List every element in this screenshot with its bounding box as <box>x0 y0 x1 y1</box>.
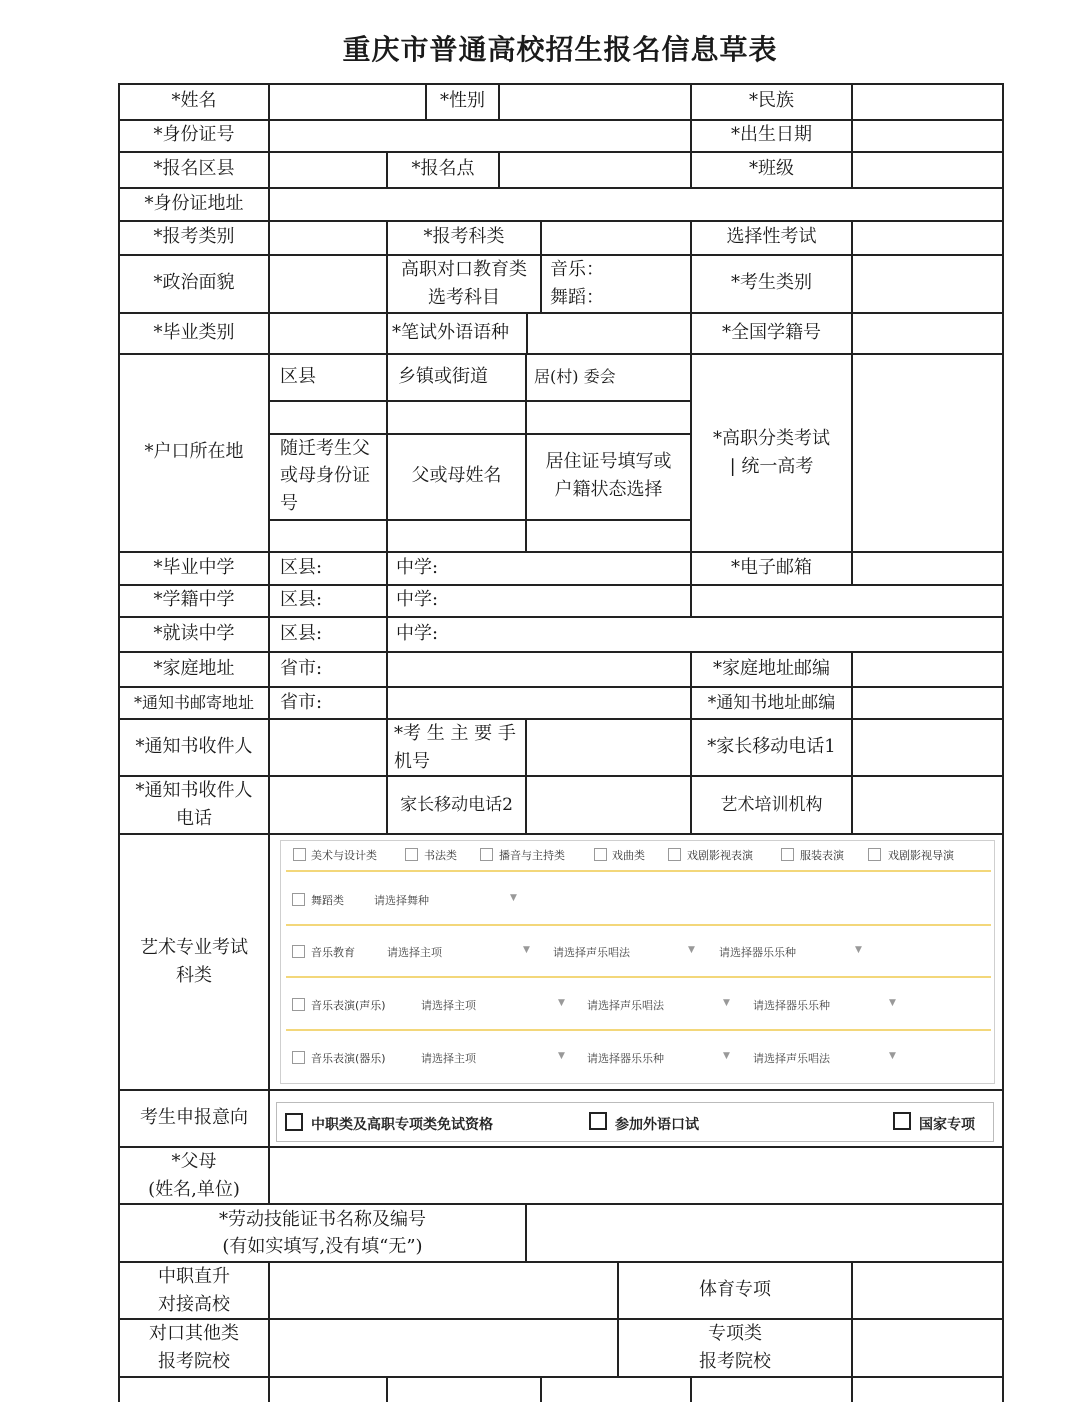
attend-school-label: *就读中学 <box>153 623 235 644</box>
other-label-2: 报考院校 <box>158 1351 230 1372</box>
music-edu-option: 音乐教育 <box>311 946 355 959</box>
vocal-select[interactable]: 请选择声乐唱法 <box>587 999 664 1012</box>
chevron-down-icon[interactable]: ▼ <box>558 998 565 1008</box>
recipient-phone-2: 电话 <box>176 808 212 829</box>
other-label-1: 对口其他类 <box>149 1323 239 1344</box>
exemption-option: 中职类及高职专项类免试资格 <box>311 1117 493 1133</box>
hv-exam-2: | 统一高考 <box>729 456 814 477</box>
foreign-lang-label: *笔试外语语种 <box>392 322 509 343</box>
sports-label: 体育专项 <box>699 1279 771 1300</box>
chevron-down-icon[interactable]: ▼ <box>889 998 896 1008</box>
chevron-down-icon[interactable]: ▼ <box>723 998 730 1008</box>
grad-school-district: 区县: <box>280 557 323 578</box>
dance-select[interactable]: 请选择舞种 <box>374 894 429 907</box>
notice-zip-label: *通知书地址邮编 <box>707 693 836 713</box>
parents-label-1: *父母 <box>171 1151 217 1172</box>
art-training-label: 艺术培训机构 <box>720 795 823 815</box>
optional-exam-label: 选择性考试 <box>726 226 817 247</box>
zz-label-1: 中职直升 <box>158 1266 230 1287</box>
art-checkbox[interactable] <box>594 848 607 861</box>
hukou-village-label: 居(村) 委会 <box>534 367 616 386</box>
art-checkbox[interactable] <box>405 848 418 861</box>
vocational-label-2: 选考科目 <box>428 287 500 308</box>
class-label: *班级 <box>749 158 794 179</box>
art-option: 播音与主持类 <box>499 849 565 862</box>
instrument-select[interactable]: 请选择器乐乐种 <box>587 1052 664 1065</box>
chevron-down-icon[interactable]: ▼ <box>723 1051 730 1061</box>
attend-school-school: 中学: <box>396 623 439 644</box>
art-checkbox[interactable] <box>668 848 681 861</box>
dance-checkbox[interactable] <box>292 893 305 906</box>
art-exam-label-2: 科类 <box>176 965 212 986</box>
gender-label: *性别 <box>440 90 485 111</box>
music-vocal-option: 音乐表演(声乐) <box>311 999 386 1012</box>
home-address-label: *家庭地址 <box>153 658 235 679</box>
art-checkbox[interactable] <box>868 848 881 861</box>
hukou-parent-id-1: 随迁考生父 <box>280 438 370 459</box>
hukou-label: *户口所在地 <box>144 441 244 462</box>
enroll-school-district: 区县: <box>280 589 323 610</box>
main-select[interactable]: 请选择主项 <box>421 1052 476 1065</box>
vocal-select[interactable]: 请选择声乐唱法 <box>553 946 630 959</box>
parent-phone1-label: *家长移动电话1 <box>707 736 836 757</box>
main-phone-2: 机号 <box>394 751 430 772</box>
hukou-parent-id-2: 或母身份证 <box>280 465 370 486</box>
hukou-town-label: 乡镇或街道 <box>398 366 488 387</box>
main-select[interactable]: 请选择主项 <box>387 946 442 959</box>
oral-exam-option: 参加外语口试 <box>615 1117 699 1133</box>
cert-label-1: *劳动技能证书名称及编号 <box>219 1209 426 1230</box>
main-select[interactable]: 请选择主项 <box>421 999 476 1012</box>
chevron-down-icon[interactable]: ▼ <box>889 1051 896 1061</box>
art-option: 戏曲类 <box>612 849 645 862</box>
student-no-label: *全国学籍号 <box>722 322 821 343</box>
political-label: *政治面貌 <box>153 272 235 293</box>
notice-province-city: 省市: <box>280 692 323 713</box>
art-option: 戏剧影视导演 <box>888 849 954 862</box>
chevron-down-icon[interactable]: ▼ <box>688 945 695 955</box>
instrument-select[interactable]: 请选择器乐乐种 <box>753 999 830 1012</box>
hukou-residence-2: 户籍状态选择 <box>554 479 663 500</box>
id-number-label: *身份证号 <box>153 124 235 145</box>
vocal-select[interactable]: 请选择声乐唱法 <box>753 1052 830 1065</box>
zz-label-2: 对接高校 <box>158 1294 230 1315</box>
email-label: *电子邮箱 <box>731 557 812 578</box>
art-checkbox[interactable] <box>293 848 306 861</box>
music-instrument-checkbox[interactable] <box>292 1051 305 1064</box>
music-edu-checkbox[interactable] <box>292 945 305 958</box>
id-address-label: *身份证地址 <box>144 193 244 214</box>
intention-label: 考生申报意向 <box>140 1107 248 1128</box>
grad-school-label: *毕业中学 <box>153 557 235 578</box>
music-vocal-checkbox[interactable] <box>292 998 305 1011</box>
notice-address-label: *通知书邮寄地址 <box>133 693 254 712</box>
art-option: 服装表演 <box>800 849 844 862</box>
main-phone-1: *考 生 主 要 手 <box>394 723 516 744</box>
grad-school-school: 中学: <box>396 557 439 578</box>
national-special-option: 国家专项 <box>919 1117 975 1133</box>
music-label: 音乐： <box>550 259 604 280</box>
dance-option: 舞蹈类 <box>311 894 344 907</box>
candidate-type-label: *考生类别 <box>731 272 812 293</box>
home-province-city: 省市: <box>280 658 323 679</box>
exemption-checkbox[interactable] <box>285 1113 303 1131</box>
hukou-parent-name-label: 父或母姓名 <box>411 465 502 486</box>
enroll-school-label: *学籍中学 <box>153 589 235 610</box>
exam-type-label: *报考类别 <box>153 226 235 247</box>
parent-phone2-label: 家长移动电话2 <box>400 795 513 815</box>
hukou-residence-1: 居住证号填写或 <box>545 451 672 472</box>
hukou-parent-id-3: 号 <box>280 493 298 514</box>
birth-date-label: *出生日期 <box>731 124 812 145</box>
music-instrument-option: 音乐表演(器乐) <box>311 1052 386 1065</box>
recipient-label: *通知书收件人 <box>135 736 253 757</box>
grad-type-label: *毕业类别 <box>153 322 235 343</box>
cert-label-2: (有如实填写,没有填“无”) <box>222 1236 423 1257</box>
chevron-down-icon[interactable]: ▼ <box>558 1051 565 1061</box>
chevron-down-icon[interactable]: ▼ <box>855 945 862 955</box>
hukou-district-label: 区县 <box>280 366 316 387</box>
parents-label-2: (姓名,单位) <box>148 1179 240 1200</box>
special-label-2: 报考院校 <box>699 1351 771 1372</box>
national-special-checkbox[interactable] <box>893 1112 911 1130</box>
attend-school-district: 区县: <box>280 623 323 644</box>
district-label: *报名区县 <box>153 158 235 179</box>
art-panel <box>280 840 995 1084</box>
enroll-school-school: 中学: <box>396 589 439 610</box>
special-label-1: 专项类 <box>708 1323 762 1344</box>
art-option: 戏剧影视表演 <box>687 849 753 862</box>
art-exam-label-1: 艺术专业考试 <box>140 937 248 958</box>
hv-exam-1: *高职分类考试 <box>713 428 830 449</box>
instrument-select[interactable]: 请选择器乐乐种 <box>719 946 796 959</box>
art-option: 美术与设计类 <box>311 849 377 862</box>
vocational-label-1: 高职对口教育类 <box>401 259 527 280</box>
chevron-down-icon[interactable]: ▼ <box>523 945 530 955</box>
recipient-phone-1: *通知书收件人 <box>135 780 253 801</box>
home-zip-label: *家庭地址邮编 <box>713 658 830 679</box>
site-label: *报名点 <box>411 158 475 179</box>
art-option: 书法类 <box>424 849 457 862</box>
art-checkbox[interactable] <box>480 848 493 861</box>
page-title: 重庆市普通高校招生报名信息草表 <box>342 33 778 66</box>
dance-label: 舞蹈： <box>550 287 604 308</box>
art-checkbox[interactable] <box>781 848 794 861</box>
exam-subject-label: *报考科类 <box>423 226 505 247</box>
name-label: *姓名 <box>171 90 217 111</box>
oral-exam-checkbox[interactable] <box>589 1112 607 1130</box>
ethnicity-label: *民族 <box>749 90 794 111</box>
chevron-down-icon[interactable]: ▼ <box>510 893 517 903</box>
